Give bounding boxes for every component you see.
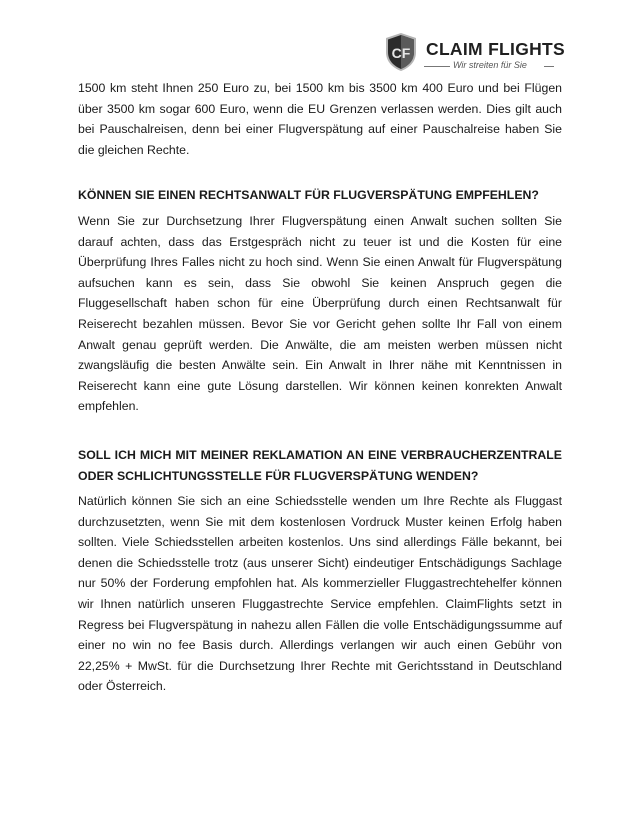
shield-logo-icon — [384, 32, 418, 72]
claim-flights-logo — [384, 32, 566, 80]
section-heading-lawyer: KÖNNEN SIE EINEN RECHTSANWALT FÜR FLUGVERSPÄTUNG EMPFEHLEN? — [78, 188, 539, 203]
section-body-arbitration: Natürlich können Sie sich an eine Schiedsstelle wenden um Ihre Rechte als Fluggast durchzusetzten, wenn Sie mit dem kostenlosen Vordruck Muster keinen Erfolg haben sollten. Viele Schiedsstellen arbeiten kostenlos. Uns sind allerdings Fälle bekannt, bei denen die Schiedsstelle trotz (aus unserer Sicht) eindeutiger Entschädigungs Sachlage nur 50% der Forderung empfohlen hat. Als kommerzieller Fluggastrechtehelfer können wir Ihnen natürlich unseren Fluggastrechte Service empfehlen. ClaimFlights setzt in Regress bei Flugverspätung in nahezu allen Fällen die volle Entschädigungssumme auf einer no win no fee Basis durch. Allerdings verlangen wir auch einen Gebühr von 22,25% + MwSt. für die Durchsetzung Ihrer Rechte mit Gerichtsstand in Deutschland oder Österreich. — [78, 494, 562, 694]
section-heading-arbitration: SOLL ICH MICH MIT MEINER REKLAMATION AN EINE VERBRAUCHERZENTRALE ODER SCHLICHTUNGSSTELLE FÜR FLUGVERSPÄTUNG WENDEN? — [78, 447, 562, 483]
section-body-lawyer: Wenn Sie zur Durchsetzung Ihrer Flugverspätung einen Anwalt suchen sollten Sie darauf achten, dass das Erstgespräch nicht zu teuer ist und die Kosten für eine Überprüfung Ihres Falles nicht zu hoch sind. Wenn Sie einen Anwalt für Flugverspätung aufsuchen kann es sein, dass Sie obwohl Sie keinen Anspruch gegen die Fluggesellschaft haben schon für eine Überprüfung durch einen Rechtsanwalt für Reiserecht bezahlen müssen. Bevor Sie vor Gericht gehen sollte Ihr Fall von einem Anwalt genau geprüft werden. Die Anwälte, die am meisten werben müssen nicht zwangsläufig die besten Anwälte sein. Ein Anwalt in Ihrer nähe mit Kenntnissen in Reiserecht kann eine gute Lösung darstellen. Wir können keinen konrekten Anwalt empfehlen. — [78, 213, 562, 414]
document-body — [78, 78, 562, 697]
logo-subtitle: Wir streiten für Sie — [453, 60, 527, 70]
logo-title: CLAIM FLIGHTS — [426, 39, 566, 59]
logo-mark-letters: CF — [391, 45, 411, 61]
tagline-rule-left — [424, 66, 450, 67]
logo-tagline — [424, 60, 554, 72]
tagline-rule-right — [544, 66, 554, 67]
intro-paragraph: 1500 km steht Ihnen 250 Euro zu, bei 1500 km bis 3500 km 400 Euro und bei Flügen über 3500 km sogar 600 Euro, wenn die EU Grenzen verlassen werden. Dies gilt auch bei Pauschalreisen, denn bei einer Flugverspätung auf einer Pauschalreise haben Sie die gleichen Rechte. — [78, 81, 562, 157]
